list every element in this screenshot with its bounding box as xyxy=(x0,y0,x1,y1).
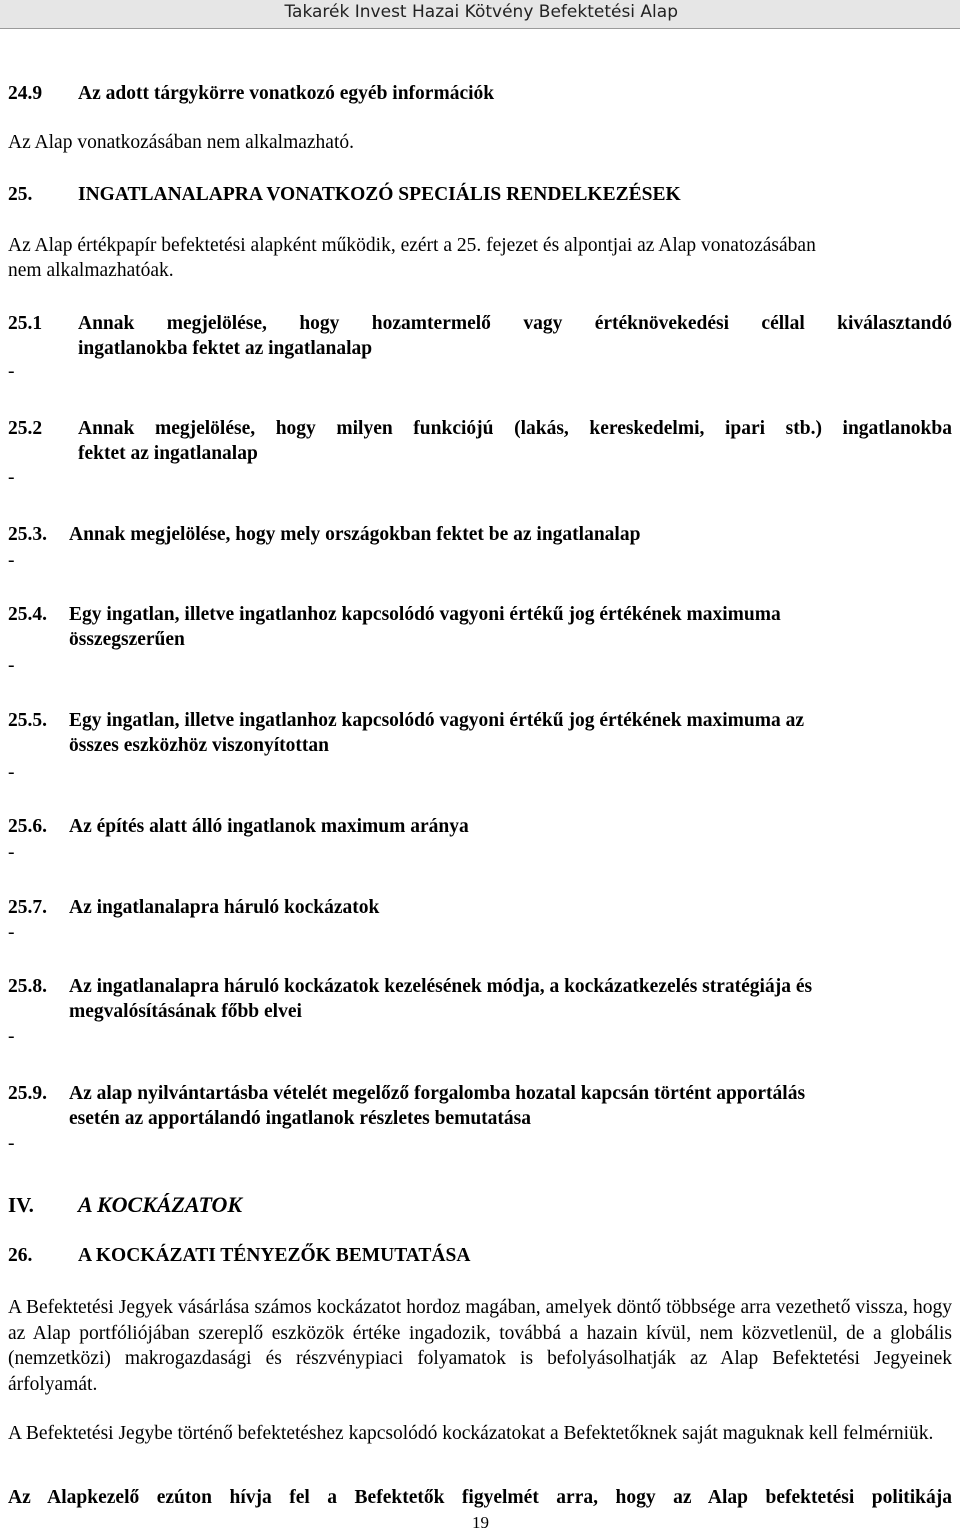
subsection-number: 25.6. xyxy=(8,816,47,837)
subsection-answer: - xyxy=(8,361,15,382)
subsection-title-line1: Az ingatlanalapra háruló kockázatok xyxy=(69,897,380,918)
part-iv-title: A KOCKÁZATOK xyxy=(78,1192,243,1217)
subsection-title-line2: fektet az ingatlanalap xyxy=(78,443,258,464)
section-24-9-number: 24.9 xyxy=(8,83,43,104)
section-24-9-title: Az adott tárgykörre vonatkozó egyéb információk xyxy=(78,83,495,104)
subsection-number: 25.1 xyxy=(8,313,43,334)
subsection-number: 25.3. xyxy=(8,524,47,545)
subsection-title-line1: Egy ingatlan, illetve ingatlanhoz kapcsolódó vagyoni értékű jog értékének maximuma xyxy=(69,604,781,625)
subsection-answer: - xyxy=(8,762,15,783)
subsection-title-line1: Annak megjelölése, hogy milyen funkciójú (lakás, kereskedelmi, ipari stb.) ingatlanokba xyxy=(78,418,952,439)
part-iv-number: IV. xyxy=(8,1193,34,1217)
section-26-paragraph-2: A Befektetési Jegybe történő befektetéshez kapcsolódó kockázatokat a Befektetőknek saját maguknak kell felmérniük. xyxy=(8,1423,934,1444)
subsection-title-line1: Annak megjelölése, hogy hozamtermelő vagy értéknövekedési céllal kiválasztandó xyxy=(78,313,952,334)
running-header xyxy=(0,0,960,28)
section-25-title: INGATLANALAPRA VONATKOZÓ SPECIÁLIS RENDELKEZÉSEK xyxy=(78,184,681,205)
section-26-number: 26. xyxy=(8,1245,33,1266)
subsection-title-line1: Az alap nyilvántartásba vételét megelőző forgalomba hozatal kapcsán történt apportálás xyxy=(69,1083,806,1104)
subsection-number: 25.8. xyxy=(8,976,47,997)
subsection-number: 25.5. xyxy=(8,710,47,731)
subsection-title-line1: Az ingatlanalapra háruló kockázatok kezelésének módja, a kockázatkezelés stratégiája és xyxy=(69,976,813,997)
header-divider xyxy=(0,28,960,29)
section-26-title: A KOCKÁZATI TÉNYEZŐK BEMUTATÁSA xyxy=(78,1245,471,1266)
subsection-title-line2: összegszerűen xyxy=(69,629,185,650)
section-25-number: 25. xyxy=(8,184,33,205)
subsection-number: 25.4. xyxy=(8,604,47,625)
subsection-answer: - xyxy=(8,655,15,676)
page-number: 19 xyxy=(472,1513,489,1532)
subsection-answer: - xyxy=(8,842,15,863)
subsection-answer: - xyxy=(8,922,15,943)
subsection-answer: - xyxy=(8,467,15,488)
section-26-paragraph-3: Az Alapkezelő ezúton hívja fel a Befektetők figyelmét arra, hogy az Alap befektetési politikája xyxy=(8,1487,952,1508)
subsection-title-line2: esetén az apportálandó ingatlanok részletes bemutatása xyxy=(69,1108,532,1129)
subsection-title-line2: megvalósításának főbb elvei xyxy=(69,1001,302,1022)
subsection-title-line2: összes eszközhöz viszonyítottan xyxy=(69,735,329,756)
subsection-number: 25.2 xyxy=(8,418,43,439)
section-26-paragraph-1: A Befektetési Jegyek vásárlása számos kockázatot hordoz magában, amelyek döntő többsége arra vezethető vissza, hogy az Alap portfóliójában szereplő eszközök értéke ingadozik, továbbá a hazain kívül, nem közvetlenül, de a globális (nemzetközi) makrogazdasági és részvénypiaci folyamatok is befolyásolhatják az Alap Befektetési Jegyeinek árfolyamát. xyxy=(8,1297,952,1395)
subsection-answer: - xyxy=(8,1026,15,1047)
subsection-answer: - xyxy=(8,1133,15,1154)
section-25-intro-line1: Az Alap értékpapír befektetési alapként működik, ezért a 25. fejezet és alpontjai az Alap vonatozásában xyxy=(8,235,816,256)
subsection-title-line1: Az építés alatt álló ingatlanok maximum aránya xyxy=(69,816,469,837)
header-title: Takarék Invest Hazai Kötvény Befektetési Alap xyxy=(284,2,678,22)
subsection-number: 25.7. xyxy=(8,897,47,918)
section-25-intro-line2: nem alkalmazhatóak. xyxy=(8,260,174,281)
section-24-9-text: Az Alap vonatkozásában nem alkalmazható. xyxy=(8,132,354,153)
subsection-number: 25.9. xyxy=(8,1083,47,1104)
subsection-title-line2: ingatlanokba fektet az ingatlanalap xyxy=(78,338,373,359)
subsection-answer: - xyxy=(8,550,15,571)
subsection-title-line1: Egy ingatlan, illetve ingatlanhoz kapcsolódó vagyoni értékű jog értékének maximuma az xyxy=(69,710,805,731)
subsection-title-line1: Annak megjelölése, hogy mely országokban fektet be az ingatlanalap xyxy=(69,524,641,545)
